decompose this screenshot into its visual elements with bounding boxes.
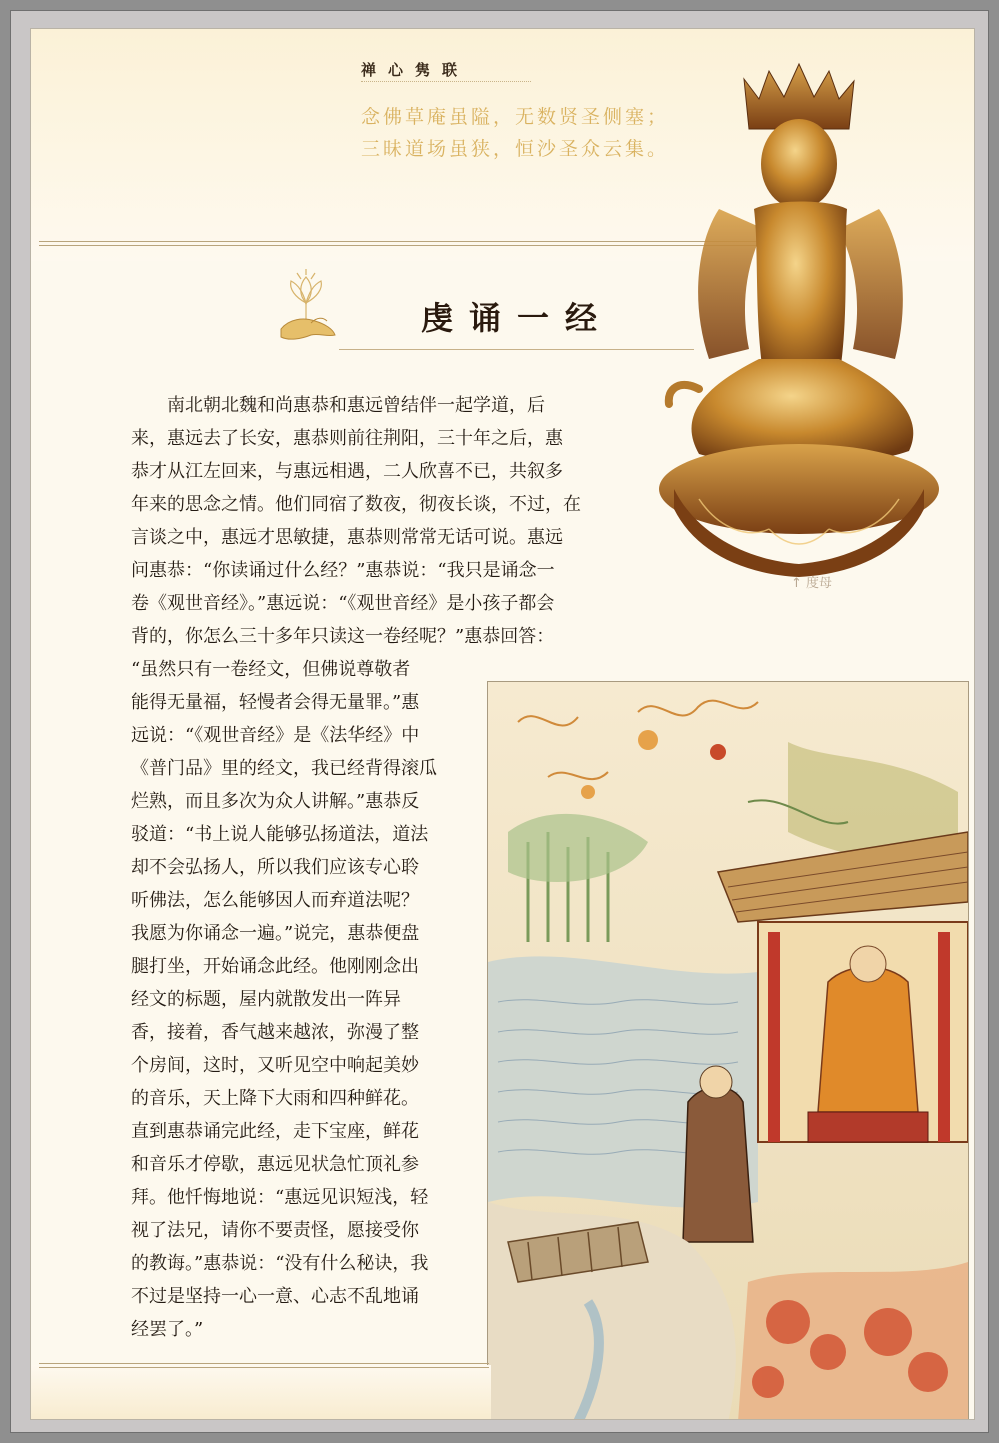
running-head-ornament (361, 81, 531, 86)
footer-rule (39, 1363, 489, 1368)
title-area (271, 259, 691, 369)
running-head: 禅心隽联 (361, 61, 470, 79)
body-line: 个房间，这时，又听见空中响起美妙 (131, 1055, 419, 1076)
body-line: 的教诲。”惠恭说：“没有什么秘诀，我 (131, 1253, 429, 1274)
body-line: 却不会弘扬人，所以我们应该专心聆 (131, 857, 419, 878)
body-line: 背的，你怎么三十多年只读这一卷经呢？”惠恭回答： (131, 626, 555, 647)
body-line: 和音乐才停歇，惠远见状急忙顶礼参 (131, 1154, 419, 1175)
body-line: 经文的标题，屋内就散发出一阵异 (131, 989, 401, 1010)
figure-caption: ↑ 度母 (791, 576, 833, 591)
body-line: 能得无量福，轻慢者会得无量罪。”惠 (131, 692, 420, 713)
body-line: 直到惠恭诵完此经，走下宝座，鲜花 (131, 1121, 419, 1142)
body-line: 我愿为你诵念一遍。”说完，惠恭便盘 (131, 923, 420, 944)
body-line: 烂熟，而且多次为众人讲解。”惠恭反 (131, 791, 420, 812)
body-line: “虽然只有一卷经文，但佛说尊敬者 (131, 659, 411, 680)
body-line: 视了法兄，请你不要责怪，愿接受你 (131, 1220, 419, 1241)
body-line: 《普门品》里的经文，我已经背得滚瓜 (131, 758, 437, 779)
footer-band (31, 1365, 491, 1419)
body-line: 腿打坐，开始诵念此经。他刚刚念出 (131, 956, 419, 977)
body-line: 听佛法，怎么能够因人而弃道法呢？ (131, 890, 419, 911)
body-line: 言谈之中，惠远才思敏捷，惠恭则常常无话可说。惠远 (131, 527, 563, 548)
body-line: 的音乐，天上降下大雨和四种鲜花。 (131, 1088, 419, 1109)
body-line: 来，惠远去了长安，惠恭则前往荆阳，三十年之后，惠 (131, 428, 563, 449)
tara-statue-icon (639, 59, 959, 579)
body-line: 卷《观世音经》。”惠远说：“《观世音经》是小孩子都会 (131, 593, 555, 614)
book-page (30, 28, 975, 1420)
body-line: 拜。他忏悔地说：“惠远见识短浅，轻 (131, 1187, 429, 1208)
body-line: 不过是坚持一心一意、心志不乱地诵 (131, 1286, 419, 1307)
couplet-line-1: 念佛草庵虽隘，无数贤圣侧塞； (361, 106, 670, 128)
couplet (361, 101, 669, 165)
body-line: 驳道：“书上说人能够弘扬道法，道法 (131, 824, 429, 845)
body-line: 年来的思念之情。他们同宿了数夜，彻夜长谈，不过，在 (131, 494, 581, 515)
temple-scene-painting-icon (487, 681, 969, 1420)
body-line: 经罢了。” (131, 1319, 204, 1340)
couplet-line-2: 三昧道场虽狭，恒沙圣众云集。 (361, 138, 670, 160)
body-line: 香，接着，香气越来越浓，弥漫了整 (131, 1022, 419, 1043)
body-line: 南北朝北魏和尚惠恭和惠远曾结伴一起学道，后 (131, 395, 545, 416)
body-line: 远说：“《观世音经》是《法华经》中 (131, 725, 420, 746)
body-line: 恭才从江左回来，与惠远相遇，二人欣喜不已，共叙多 (131, 461, 563, 482)
body-line: 问惠恭：“你读诵过什么经？”惠恭说：“我只是诵念一 (131, 560, 555, 581)
lotus-in-hand-icon (271, 267, 341, 349)
article-title: 虔诵一经 (421, 299, 614, 337)
